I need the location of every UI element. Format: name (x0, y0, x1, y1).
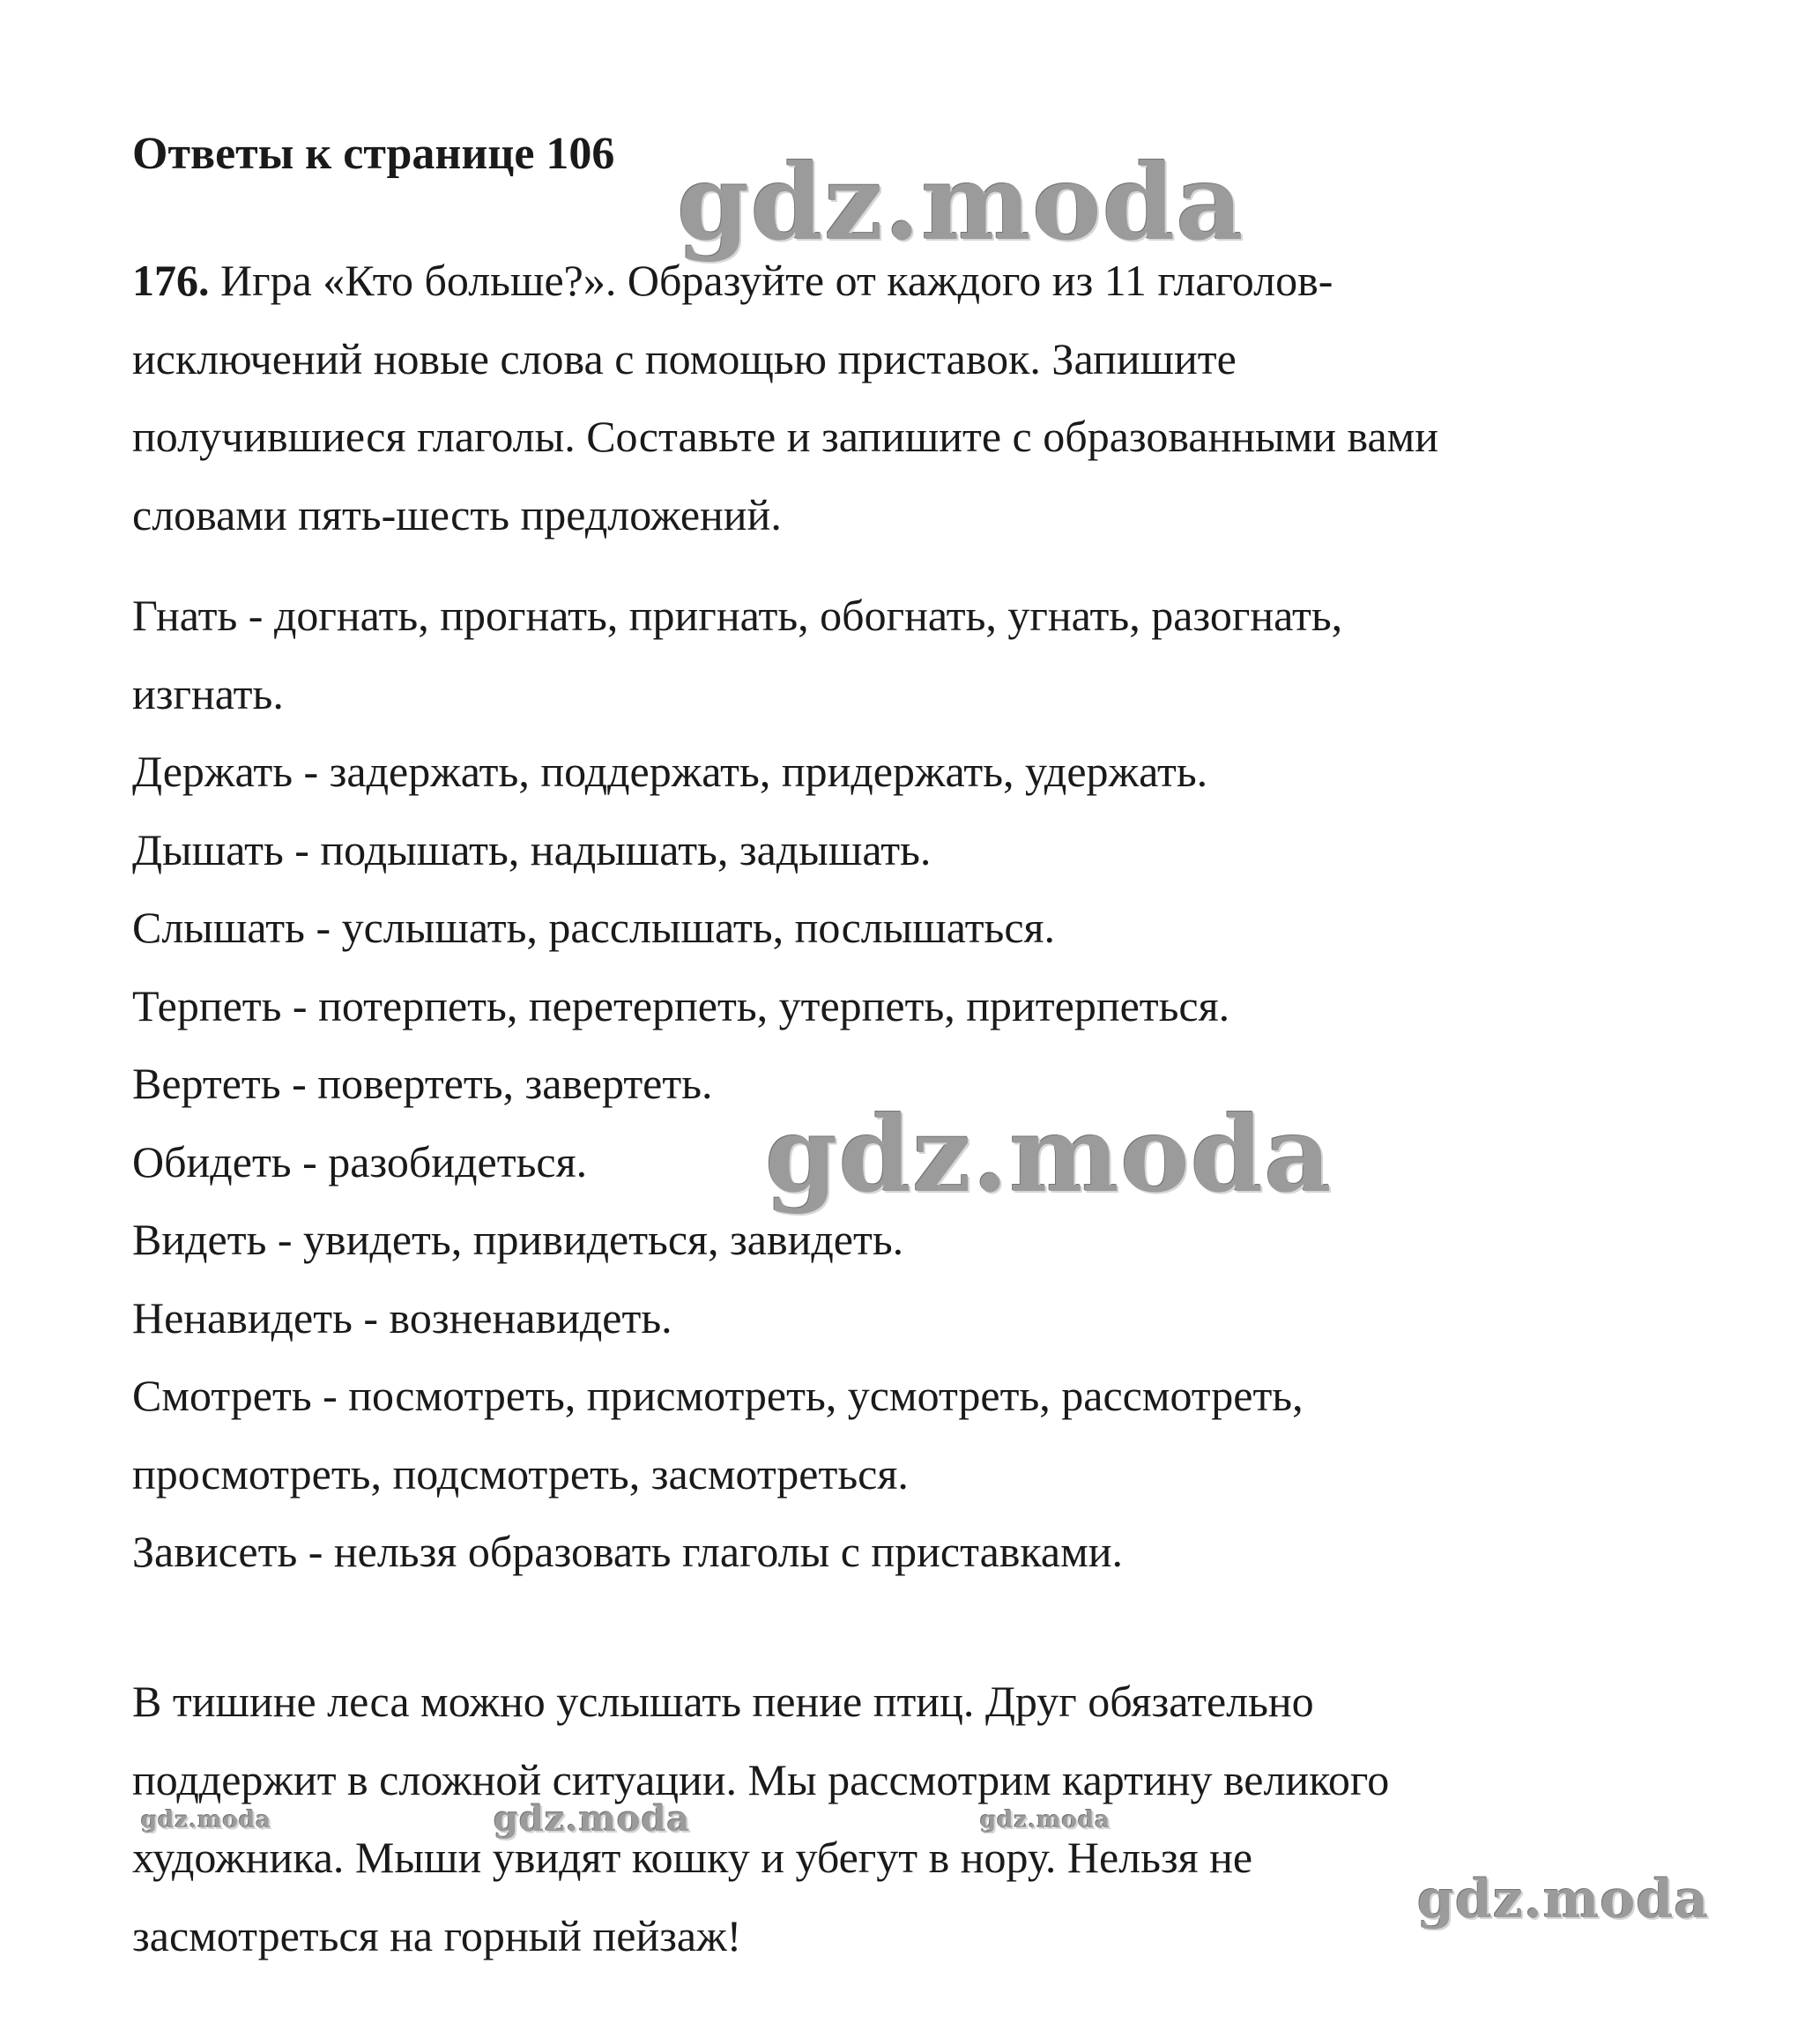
answer-line: изгнать. (132, 668, 284, 718)
watermark: gdz.moda (1417, 1869, 1710, 1930)
page-heading: Ответы к странице 106 (132, 129, 615, 179)
answer-line: Дышать - подышать, надышать, задышать. (132, 824, 932, 874)
answer-line: Терпеть - потерпеть, перетерпеть, утерпеть, притерпеться. (132, 980, 1230, 1030)
sentence-line: засмотреться на горный пейзаж! (132, 1910, 742, 1960)
sentence-line: В тишине леса можно услышать пение птиц. Друг обязательно (132, 1677, 1314, 1726)
task-line: исключений новые слова с помощью приставок. Запишите (132, 333, 1237, 383)
task-line-text: Игра «Кто больше?». Образуйте от каждого из 11 глаголов- (220, 256, 1333, 305)
sentence-line: художника. Мыши увидят кошку и убегут в нору. Нельзя не (132, 1833, 1253, 1882)
answer-line: Видеть - увидеть, привидеться, завидеть. (132, 1215, 904, 1264)
answer-line: Вертеть - повертеть, завертеть. (132, 1059, 713, 1108)
answer-line: Ненавидеть - возненавидеть. (132, 1292, 672, 1343)
task-number: 176. (132, 256, 210, 305)
answer-line: просмотреть, подсмотреть, засмотреться. (132, 1448, 909, 1499)
answer-line: Гнать - догнать, прогнать, пригнать, обогнать, угнать, разогнать, (132, 591, 1343, 640)
watermark: gdz.moda (980, 1807, 1111, 1833)
task-line: получившиеся глаголы. Составьте и запишите с образованными вами (132, 412, 1439, 461)
answer-line: Держать - задержать, поддержать, придержать, удержать. (132, 747, 1208, 796)
answer-line: Слышать - услышать, расслышать, послышаться. (132, 903, 1056, 952)
task-line: словами пять-шесть предложений. (132, 489, 782, 539)
sentence-line: поддержит в сложной ситуации. Мы рассмотрим картину великого (132, 1754, 1390, 1804)
task-statement (132, 242, 1701, 554)
answer-line: Обидеть - разобидеться. (132, 1136, 588, 1186)
watermark: gdz.moda (494, 1798, 691, 1840)
answer-list (132, 576, 1701, 1591)
answer-line: Смотреть - посмотреть, присмотреть, усмотреть, рассмотреть, (132, 1371, 1304, 1420)
watermark: gdz.moda (765, 1093, 1333, 1216)
watermark: gdz.moda (677, 141, 1244, 264)
watermark: gdz.moda (141, 1807, 272, 1833)
answer-line: Зависеть - нельзя образовать глаголы с приставками. (132, 1527, 1123, 1576)
